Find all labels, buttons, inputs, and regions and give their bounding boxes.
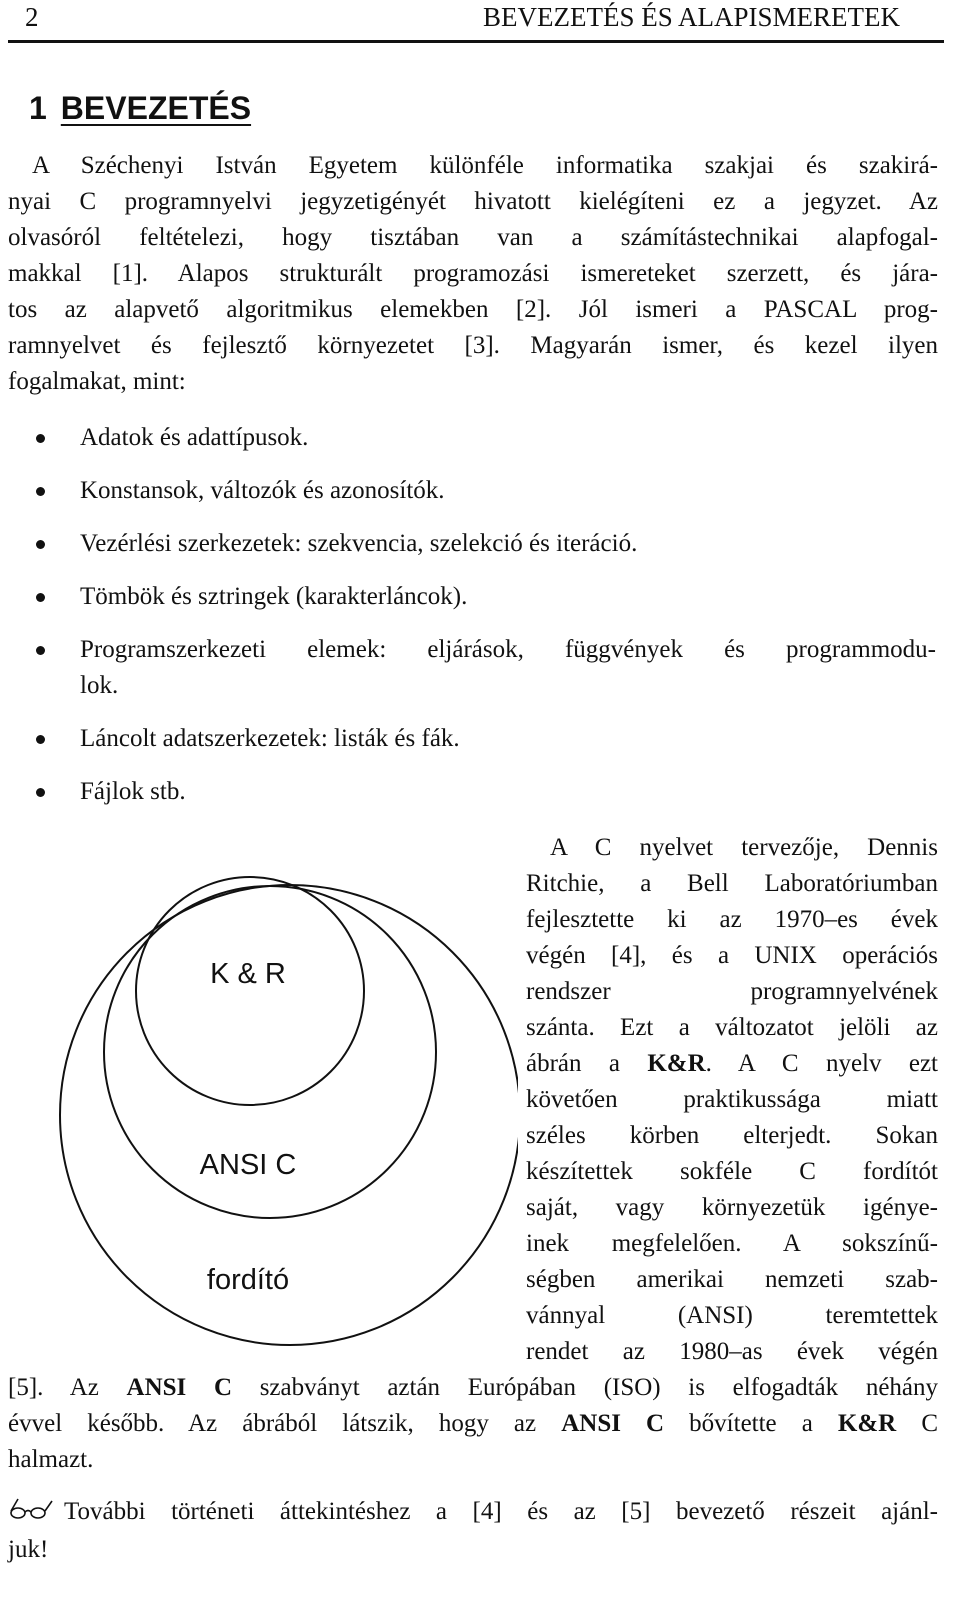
list-item: Adatok és adattípusok.: [36, 420, 936, 456]
label-ansi-c: ANSI C: [199, 1149, 297, 1181]
bullet-icon: [36, 788, 45, 797]
list-item: Programszerkezeti elemek: eljárások, függvények és programmodu- lok.: [36, 632, 936, 704]
side-line: végén [4], és a UNIX operációs: [526, 942, 938, 969]
side-line: ábrán a K&R. A C nyelv ezt: [526, 1050, 938, 1077]
note-line: juk!: [8, 1535, 49, 1563]
side-line: vánnyal (ANSI) teremtettek: [526, 1302, 938, 1329]
bold-term: ANSI C: [126, 1374, 233, 1401]
bullet-icon: [36, 434, 45, 443]
bullet-icon: [36, 735, 45, 744]
intro-line: tos az alapvető algoritmikus elemekben [2]. Jól ismeri a PASCAL prog-: [8, 296, 938, 323]
side-line: rendet az 1980–as évek végén: [526, 1338, 938, 1365]
intro-line: ramnyelvet és fejlesztő környezetet [3]. Magyarán ismer, és kezel ilyen: [8, 332, 938, 359]
label-kr: K & R: [210, 958, 286, 990]
chapter-title: BEVEZETÉS: [60, 90, 252, 126]
full-line: halmazt.: [8, 1446, 94, 1473]
side-line: követően praktikussága miatt: [526, 1086, 938, 1113]
continuation-paragraph: [8, 1370, 938, 1478]
c-standards-diagram: [58, 855, 518, 1375]
chapter-number: 1: [29, 90, 47, 126]
side-line: széles körben elterjedt. Sokan: [526, 1122, 938, 1149]
chapter-heading: [29, 90, 251, 127]
nested-circles-svg: [58, 855, 518, 1375]
side-line: saját, vagy környezetük igénye-: [526, 1194, 938, 1221]
bullet-icon: [36, 540, 45, 549]
intro-line: olvasóról feltételezi, hogy tisztában van a számítástechnikai alapfogal-: [8, 224, 938, 251]
side-line: inek megfelelően. A sokszínű-: [526, 1230, 938, 1257]
side-line: ségben amerikai nemzeti szab-: [526, 1266, 938, 1293]
full-line: évvel később. Az ábrából látszik, hogy az ANSI C bővítette a K&R C: [8, 1410, 938, 1437]
list-item: Láncolt adatszerkezetek: listák és fák.: [36, 721, 936, 757]
side-line: Ritchie, a Bell Laboratóriumban: [526, 870, 938, 897]
intro-line: fogalmakat, mint:: [8, 368, 186, 395]
bold-term: K&R: [837, 1410, 897, 1437]
concept-list: [36, 420, 936, 810]
page-header: [8, 0, 944, 43]
bullet-icon: [36, 487, 45, 496]
bullet-icon: [36, 646, 45, 655]
bold-term: K&R: [647, 1050, 706, 1077]
side-line: rendszer programnyelvének: [526, 978, 938, 1005]
side-line: fejlesztette ki az 1970–es évek: [526, 906, 938, 933]
full-line: [5]. Az ANSI C szabványt aztán Európában (ISO) is elfogadták néhány: [8, 1374, 939, 1401]
reading-note: [8, 1494, 938, 1568]
history-paragraph: [526, 830, 938, 1370]
side-line: A C nyelvet tervezője, Dennis: [550, 834, 938, 861]
intro-line: A Széchenyi István Egyetem különféle informatika szakjai és szakirá-: [32, 152, 938, 179]
bold-term: ANSI C: [561, 1410, 665, 1437]
intro-line: nyai C programnyelvi jegyzetigényét hivatott kielégíteni ez a jegyzet. Az: [8, 188, 938, 215]
intro-line: makkal [1]. Alapos strukturált programozási ismereteket szerzett, és jára-: [8, 260, 938, 287]
label-compiler: fordító: [206, 1264, 290, 1296]
list-item: Tömbök és sztringek (karakterláncok).: [36, 579, 936, 615]
list-item: Vezérlési szerkezetek: szekvencia, szelekció és iteráció.: [36, 526, 936, 562]
side-line: készítettek sokféle C fordítót: [526, 1158, 938, 1185]
bullet-icon: [36, 593, 45, 602]
inner-circle-kr: [136, 877, 364, 1105]
running-title: BEVEZETÉS ÉS ALAPISMERETEK: [483, 2, 900, 32]
page-number: 2: [25, 2, 39, 32]
list-item: Konstansok, változók és azonosítók.: [36, 473, 936, 509]
eyeglasses-icon: [8, 1495, 64, 1532]
intro-paragraph: [8, 148, 938, 400]
list-item: Fájlok stb.: [36, 774, 936, 810]
note-line: További történeti áttekintéshez a [4] és az [5] bevezető részeit ajánl-: [8, 1494, 938, 1532]
side-line: szánta. Ezt a változatot jelöli az: [526, 1014, 938, 1041]
